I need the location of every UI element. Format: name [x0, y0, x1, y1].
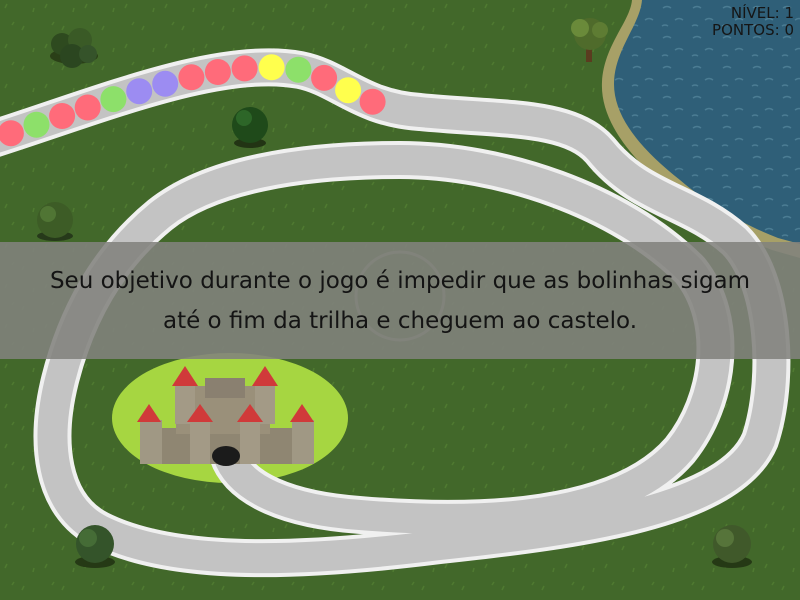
ball-8 [178, 64, 204, 90]
ball-7 [152, 71, 178, 97]
level-display [712, 5, 794, 22]
ball-11 [259, 54, 285, 80]
level-label: NÍVEL : [731, 4, 785, 22]
instruction-dialog[interactable] [0, 242, 800, 359]
tree-left [37, 202, 73, 241]
points-display [712, 22, 794, 39]
ball-12 [285, 57, 311, 83]
ball-14 [335, 77, 361, 103]
points-label: PONTOS : [712, 21, 784, 39]
tree-top-center [232, 107, 268, 148]
level-value: 1 [784, 4, 794, 22]
ball-2 [24, 112, 50, 138]
tree-bottom-left [75, 525, 115, 568]
ball-3 [49, 103, 75, 129]
ball-5 [100, 86, 126, 112]
ball-15 [360, 89, 386, 115]
ball-10 [232, 55, 258, 81]
tree-bottom-right [712, 525, 752, 568]
ball-4 [75, 95, 101, 121]
points-value: 0 [784, 21, 794, 39]
ball-9 [205, 59, 231, 85]
instruction-text: Seu objetivo durante o jogo é impedir que as bolinhas sigam até o fim da trilha e cheguem ao castelo. [49, 267, 751, 334]
ball-6 [126, 78, 152, 104]
ball-13 [311, 65, 337, 91]
hud [712, 5, 794, 39]
